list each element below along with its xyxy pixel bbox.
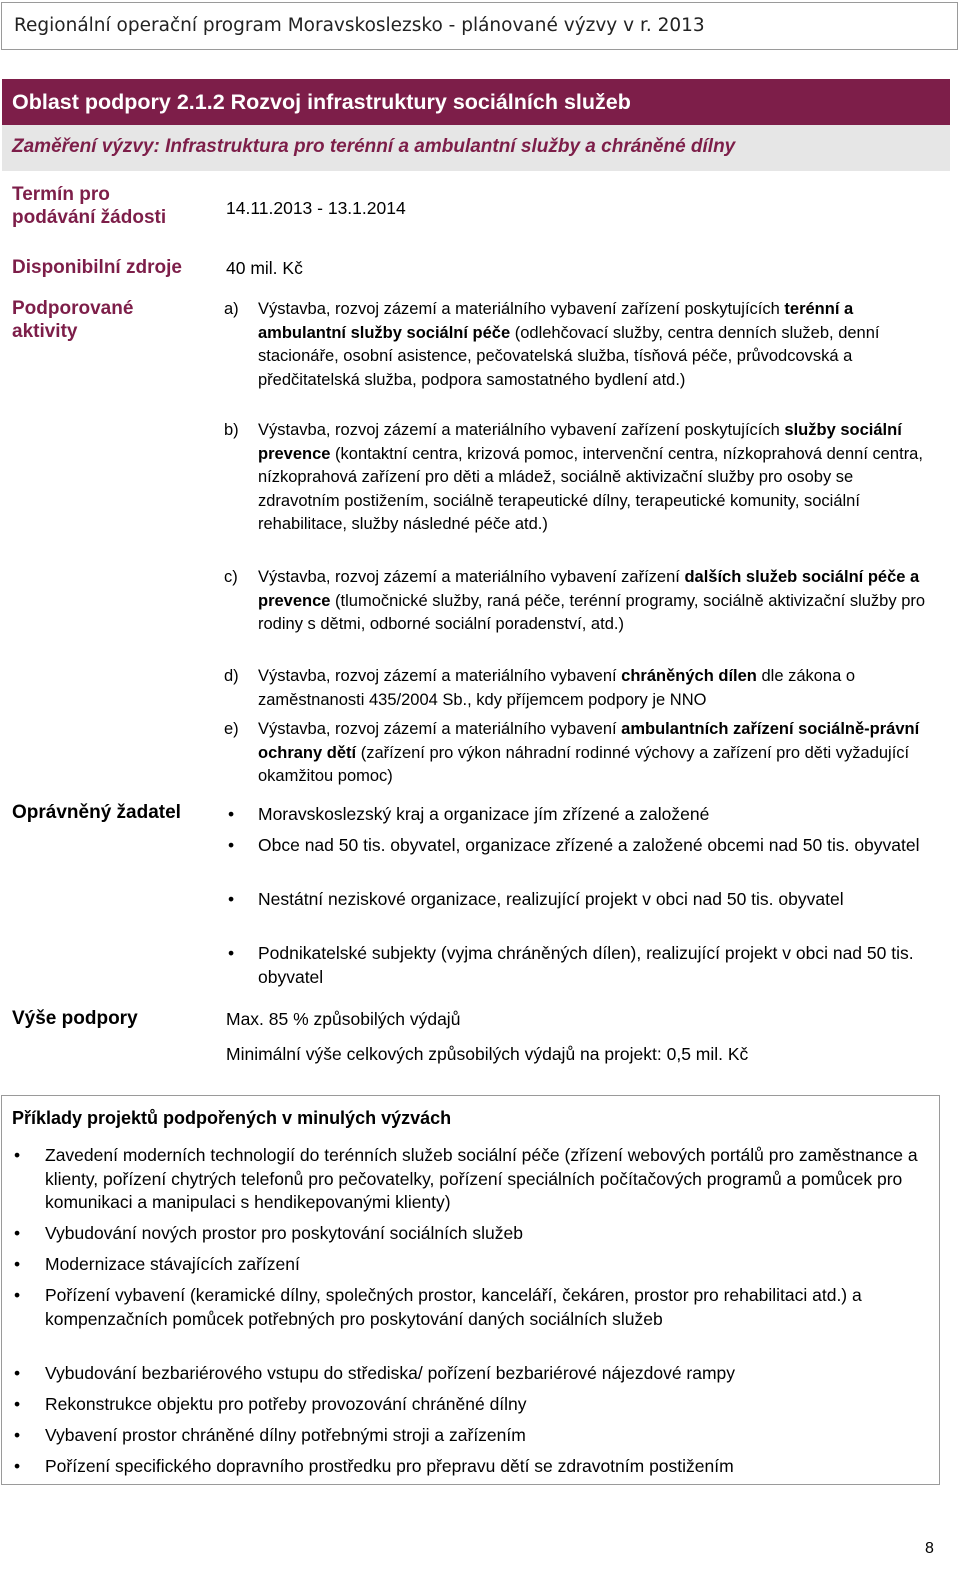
- activity-text: Výstavba, rozvoj zázemí a materiálního vybavení chráněných dílen dle zákona o zaměstnanosti 435/2004 Sb., kdy příjemcem podpory je NNO: [258, 667, 856, 709]
- support-max: Max. 85 % způsobilých výdajů: [226, 1009, 461, 1029]
- deadline-label: [12, 183, 166, 229]
- activity-item-e: [224, 718, 934, 789]
- focus-title: Zaměření výzvy: Infrastruktura pro terénní a ambulantní služby a chráněné dílny: [12, 136, 736, 157]
- bullet-icon: •: [14, 1254, 21, 1274]
- bullet-icon: •: [14, 1394, 21, 1414]
- activities-label-line1: Podporované: [12, 298, 134, 319]
- bullet-icon: •: [14, 1223, 21, 1243]
- activity-marker: e): [224, 720, 239, 738]
- examples-title: Příklady projektů podpořených v minulých výzvách: [12, 1108, 452, 1128]
- area-title-band: [2, 79, 950, 125]
- bullet-icon: •: [228, 804, 235, 824]
- example-item: • Vybudování nových prostor pro poskytování sociálních služeb: [12, 1222, 927, 1246]
- applicant-label: Oprávněný žadatel: [12, 802, 181, 823]
- example-item: • Pořízení vybavení (keramické dílny, společných prostor, kanceláří, čekáren, prostor pro rehabilitaci atd.) a kompenzačních pomůcek potřebných pro poskytování daných sociálních služeb: [14, 1285, 862, 1329]
- header-title: Regionální operační program Moravskoslezsko - plánované výzvy v r. 2013: [14, 15, 705, 36]
- applicant-item: • Nestátní neziskové organizace, realizující projekt v obci nad 50 tis. obyvatel: [226, 888, 926, 912]
- deadline-label-line1: Termín pro: [12, 184, 110, 205]
- bullet-icon: •: [228, 943, 235, 963]
- example-item: • Pořízení specifického dopravního prostředku pro přepravu dětí se zdravotním postižením: [12, 1455, 927, 1479]
- area-title: Oblast podpory 2.1.2 Rozvoj infrastruktury sociálních služeb: [12, 90, 631, 114]
- bullet-icon: •: [14, 1363, 21, 1383]
- page-number: 8: [925, 1540, 934, 1557]
- applicant-item: • Obce nad 50 tis. obyvatel, organizace zřízené a založené obcemi nad 50 tis. obyvatel: [226, 834, 926, 858]
- activity-marker: d): [224, 667, 239, 685]
- activities-label: [12, 297, 133, 343]
- applicant-item: • Podnikatelské subjekty (vyjma chráněných dílen), realizující projekt v obci nad 50 tis. obyvatel: [228, 943, 914, 987]
- activity-text: Výstavba, rozvoj zázemí a materiálního vybavení zařízení poskytujících terénní a ambulantní služby sociální péče (odlehčovací služby, centra denních služeb, denní stacionáře, osobní asistence, pečovatelská služba, tísňová péče, průvodcovská a předčitatelská služba, podpora samostatného bydlení atd.): [258, 300, 880, 389]
- bullet-icon: •: [14, 1145, 21, 1165]
- bullet-icon: •: [228, 835, 235, 855]
- activity-marker: b): [224, 421, 239, 439]
- example-item: • Rekonstrukce objektu pro potřeby provozování chráněné dílny: [12, 1393, 927, 1417]
- activities-label-line2: aktivity: [12, 321, 78, 342]
- bullet-icon: •: [14, 1285, 21, 1305]
- activity-item-a: [224, 298, 934, 392]
- activity-marker: c): [224, 568, 238, 586]
- activity-text: Výstavba, rozvoj zázemí a materiálního vybavení zařízení dalších služeb sociální péče a prevence (tlumočnické služby, raná péče, terénní programy, sociálně aktivizační služby pro rodiny s dětmi, odborné sociální poradenství, atd.): [258, 568, 926, 633]
- support-label: Výše podpory: [12, 1008, 138, 1029]
- bullet-icon: •: [14, 1456, 21, 1476]
- activity-text: Výstavba, rozvoj zázemí a materiálního vybavení zařízení poskytujících služby sociální prevence (kontaktní centra, krizová pomoc, intervenční centra, nízkoprahová denní centra, nízkoprahová zařízení pro děti a mládež, sociálně aktivizační služby pro osoby se zdravotním postižením, sociálně terapeutické dílny, terapeutické komunity, sociální rehabilitace, služby následné péče atd.): [258, 421, 923, 533]
- bullet-icon: •: [14, 1425, 21, 1445]
- example-item: • Modernizace stávajících zařízení: [12, 1253, 927, 1277]
- applicant-item: • Moravskoslezský kraj a organizace jím zřízené a založené: [226, 803, 926, 827]
- support-min: Minimální výše celkových způsobilých výdajů na projekt: 0,5 mil. Kč: [226, 1044, 749, 1064]
- document-header: [1, 2, 958, 50]
- deadline-value: 14.11.2013 - 13.1.2014: [226, 198, 406, 218]
- activity-item-d: [224, 665, 934, 712]
- resources-label: Disponibilní zdroje: [12, 257, 182, 278]
- activity-item-c: [224, 566, 934, 637]
- bullet-icon: •: [228, 889, 235, 909]
- deadline-label-line2: podávání žádosti: [12, 207, 167, 228]
- focus-band: [2, 125, 950, 171]
- example-item: • Vybudování bezbariérového vstupu do střediska/ pořízení bezbariérové nájezdové rampy: [12, 1362, 927, 1386]
- example-item: • Vybavení prostor chráněné dílny potřebnými stroji a zařízením: [12, 1424, 927, 1448]
- example-item: • Zavedení moderních technologií do terénních služeb sociální péče (zřízení webových portálů pro zaměstnance a klienty, pořízení chytrých telefonů pro pečovatelky, pořízení speciálních počítačových programů a pomůcek pro komunikaci a manipulaci s hendikepovanými klienty): [14, 1145, 918, 1212]
- resources-value: 40 mil. Kč: [226, 258, 303, 278]
- activity-item-b: [224, 419, 934, 537]
- activity-text: Výstavba, rozvoj zázemí a materiálního vybavení ambulantních zařízení sociálně-právní ochrany dětí (zařízení pro výkon náhradní rodinné výchovy a zařízení pro děti vyžadující okamžitou pomoc): [258, 720, 920, 785]
- activity-marker: a): [224, 300, 239, 318]
